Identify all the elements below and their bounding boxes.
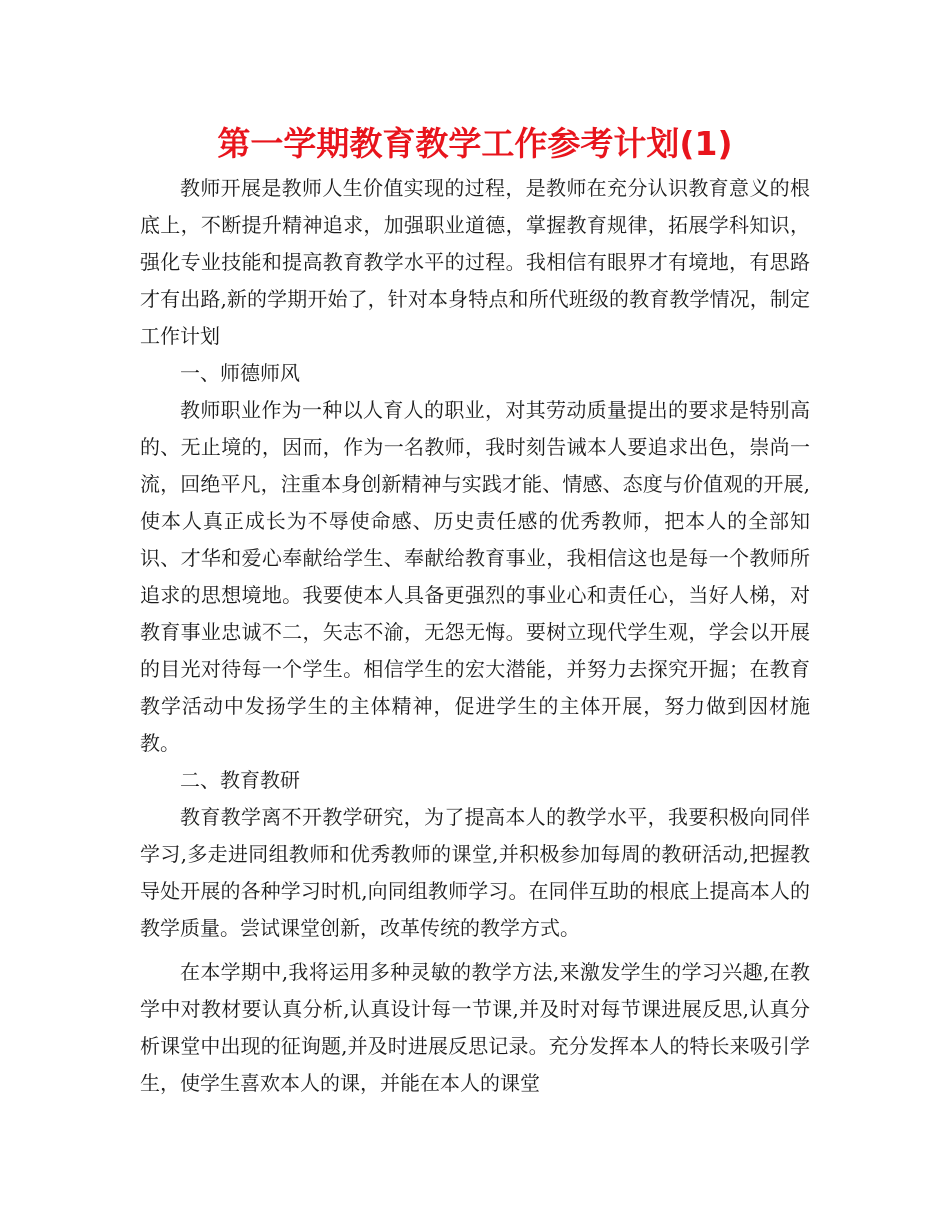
section-heading-research: 二、教育教研 (180, 768, 300, 792)
document-body (140, 170, 810, 1102)
document-title: 第一学期教育教学工作参考计划(1) (217, 124, 733, 163)
section-heading-ethics: 一、师德师风 (180, 361, 300, 385)
section-body-research: 教育教学离不开教学研究，为了提高本人的教学水平，我要积极向同伴学习,多走进同组教师和优秀教师的课堂,并积极参加每周的教研活动,把握教导处开展的各种学习时机,向同组教师学习。在同伴互助的根底上提高本人的教学质量。尝试课堂创新，改革传统的教学方式。 (140, 805, 810, 940)
intro-paragraph: 教师开展是教师人生价值实现的过程，是教师在充分认识教育意义的根底上，不断提升精神追求，加强职业道德，掌握教育规律，拓展学科知识，强化专业技能和提高教育教学水平的过程。我相信有眼界才有境地，有思路才有出路,新的学期开始了，针对本身特点和所代班级的教育教学情况，制定工作计划 (140, 176, 810, 348)
section-body-methods: 在本学期中,我将运用多种灵敏的教学方法,来激发学生的学习兴趣,在教学中对教材要认真分析,认真设计每一节课,并及时对每节课进展反思,认真分析课堂中出现的征询题,并及时进展反思记录。充分发挥本人的特长来吸引学生，使学生喜欢本人的课，并能在本人的课堂 (140, 960, 810, 1095)
document-page (140, 118, 810, 1102)
section-body-ethics: 教师职业作为一种以人育人的职业，对其劳动质量提出的要求是特别高的、无止境的，因而，作为一名教师，我时刻告诫本人要追求出色，崇尚一流，回绝平凡，注重本身创新精神与实践才能、情感、态度与价值观的开展,使本人真正成长为不辱使命感、历史责任感的优秀教师，把本人的全部知识、才华和爱心奉献给学生、奉献给教育事业，我相信这也是每一个教师所追求的思想境地。我要使本人具备更强烈的事业心和责任心，当好人梯，对教育事业忠诚不二，矢志不渝，无怨无悔。要树立现代学生观，学会以开展的目光对待每一个学生。相信学生的宏大潜能，并努力去探究开掘；在教育教学活动中发扬学生的主体精神，促进学生的主体开展，努力做到因材施教。 (140, 398, 810, 755)
